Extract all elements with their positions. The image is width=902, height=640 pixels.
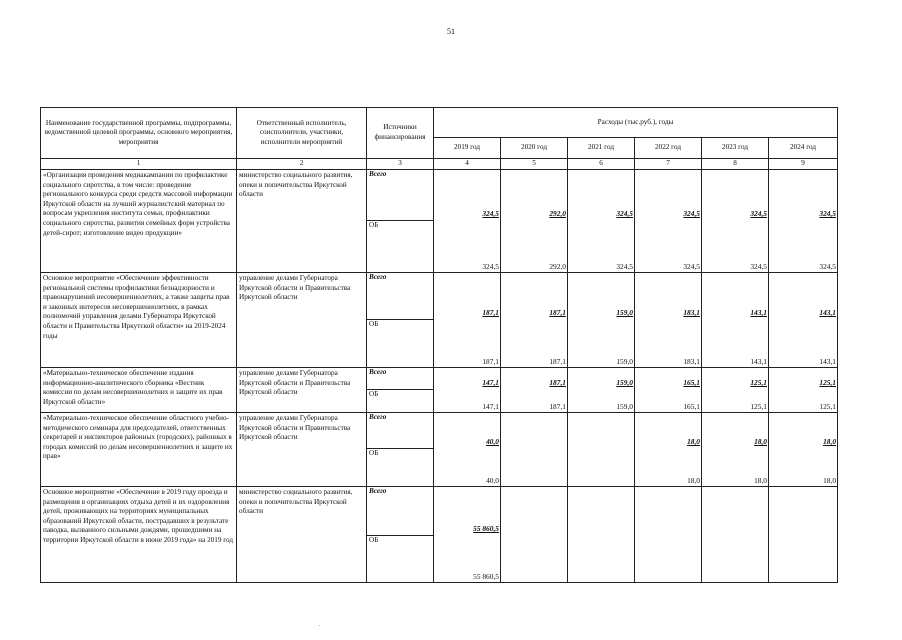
responsible-executor: министерство социального развития, опеки и попечительства Иркутской области — [237, 170, 367, 273]
header-year: 2021 год — [568, 138, 635, 159]
table-body — [41, 170, 838, 583]
funding-source-cell — [367, 170, 434, 273]
table-row — [41, 413, 838, 487]
total-value: 159,0 — [616, 378, 633, 387]
year-value-cell — [635, 413, 702, 487]
year-value-cell — [501, 170, 568, 273]
year-value-cell — [702, 273, 769, 368]
year-value-cell — [769, 273, 838, 368]
total-value: 324,5 — [482, 209, 499, 218]
page-number: 51 — [447, 27, 455, 36]
year-value-cell — [501, 273, 568, 368]
year-value-cell — [769, 170, 838, 273]
ob-value: 125,1 — [819, 402, 837, 412]
ob-value: 143,1 — [750, 357, 767, 367]
year-value-cell — [635, 368, 702, 413]
ob-value: 159,0 — [616, 357, 633, 367]
year-value-cell — [568, 487, 635, 583]
ob-value: 187,1 — [549, 357, 566, 367]
column-number: 3 — [367, 159, 434, 170]
total-value: 324,5 — [819, 209, 837, 218]
year-value-cell — [434, 487, 501, 583]
activity-name: «Материально-техническое обеспечение издания информационно-аналитического сборника «Вестник комиссии по делам несовершеннолетних и защите их прав Иркутской области» — [41, 368, 237, 413]
ob-value: 187,1 — [549, 402, 566, 412]
source-total-label: Всего — [369, 368, 387, 376]
column-number: 9 — [769, 159, 838, 170]
source-total-label: Всего — [369, 413, 387, 421]
ob-value: 187,1 — [482, 357, 499, 367]
total-value: 324,5 — [750, 209, 767, 218]
column-number: 6 — [568, 159, 635, 170]
ob-value: 18,0 — [687, 476, 700, 486]
ob-value: 324,5 — [750, 262, 767, 272]
total-value: 187,1 — [482, 308, 499, 317]
ob-value: 55 860,5 — [473, 572, 499, 582]
ob-value: 159,0 — [616, 402, 633, 412]
year-value-cell — [702, 170, 769, 273]
header-year: 2019 год — [434, 138, 501, 159]
source-ob-label: ОБ — [369, 221, 379, 229]
activity-name: «Материально-техническое обеспечение областного учебно-методического семинара для председателей, ответственных секретарей и инспекторов районных (городских), районных в городах комиссий по делам несовершеннолетних и защите их прав» — [41, 413, 237, 487]
header-year: 2022 год — [635, 138, 702, 159]
source-total-label: Всего — [369, 273, 387, 281]
total-value: 125,1 — [750, 378, 767, 387]
year-value-cell — [702, 413, 769, 487]
header-funding-source: Источники финансирования — [367, 108, 434, 159]
year-value-cell — [568, 413, 635, 487]
table-row — [41, 170, 838, 273]
funding-source-cell — [367, 413, 434, 487]
header-program-name: Наименование государственной программы, подпрограммы, ведомственной целевой программы, основного мероприятия, мероприятия — [41, 108, 237, 159]
year-value-cell — [769, 413, 838, 487]
table-row — [41, 487, 838, 583]
year-value-cell — [501, 368, 568, 413]
source-total-label: Всего — [369, 487, 387, 495]
year-value-cell — [769, 368, 838, 413]
total-value: 40,0 — [486, 437, 499, 446]
ob-value: 292,0 — [549, 262, 566, 272]
responsible-executor: управление делами Губернатора Иркутской области и Правительства Иркутской области — [237, 368, 367, 413]
year-value-cell — [568, 273, 635, 368]
total-value: 18,0 — [823, 437, 837, 446]
ob-value: 40,0 — [486, 476, 499, 486]
header-year: 2024 год — [769, 138, 838, 159]
funding-source-cell — [367, 487, 434, 583]
budget-table — [40, 107, 838, 583]
column-number: 8 — [702, 159, 769, 170]
header-year: 2023 год — [702, 138, 769, 159]
total-value: 143,1 — [750, 308, 767, 317]
ob-value: 143,1 — [819, 357, 837, 367]
table-row — [41, 368, 838, 413]
scan-artifact-mark: · — [318, 622, 321, 630]
total-value: 183,1 — [683, 308, 700, 317]
year-value-cell — [434, 368, 501, 413]
activity-name: Основное мероприятие «Обеспечение в 2019 году проезда и размещения в организациях отдыха детей и их оздоровления детей, проживающих на территориях муниципальных образований Иркутской области, пострадавших в результате паводка, вызванного сильными дождями, прошедшими на территории Иркутской области в июне 2019 года» на 2019 год — [41, 487, 237, 583]
funding-source-cell — [367, 368, 434, 413]
column-number: 5 — [501, 159, 568, 170]
responsible-executor: управление делами Губернатора Иркутской области и Правительства Иркутской области — [237, 413, 367, 487]
ob-value: 324,5 — [482, 262, 499, 272]
year-value-cell — [501, 487, 568, 583]
year-value-cell — [568, 368, 635, 413]
header-executor: Ответственный исполнитель, соисполнители, участники, исполнители мероприятий — [237, 108, 367, 159]
ob-value: 125,1 — [750, 402, 767, 412]
column-number: 4 — [434, 159, 501, 170]
year-value-cell — [769, 487, 838, 583]
table-row — [41, 273, 838, 368]
total-value: 159,0 — [616, 308, 633, 317]
ob-value: 324,5 — [683, 262, 700, 272]
total-value: 18,0 — [754, 437, 767, 446]
ob-value: 183,1 — [683, 357, 700, 367]
column-number: 2 — [237, 159, 367, 170]
total-value: 147,1 — [482, 378, 499, 387]
ob-value: 324,5 — [819, 262, 837, 272]
source-ob-label: ОБ — [369, 320, 379, 328]
activity-name: «Организация проведения медиакампании по профилактике социального сиротства, в том числе: проведение регионального конкурса среди средств массовой информации Иркутской области на лучший журналистский материал по вопросам укрепления института семьи, профилактики социального сиротства, развития семейных форм устройства детей-сирот; изготовление видео продукции» — [41, 170, 237, 273]
source-ob-label: ОБ — [369, 536, 379, 544]
total-value: 187,1 — [549, 378, 566, 387]
total-value: 165,1 — [683, 378, 700, 387]
header-year: 2020 год — [501, 138, 568, 159]
responsible-executor: управление делами Губернатора Иркутской области и Правительства Иркутской области — [237, 273, 367, 368]
total-value: 125,1 — [819, 378, 837, 387]
ob-value: 165,1 — [683, 402, 700, 412]
column-number: 1 — [41, 159, 237, 170]
responsible-executor: министерство социального развития, опеки и попечительства Иркутской области — [237, 487, 367, 583]
activity-name: Основное мероприятие «Обеспечение эффективности региональной системы профилактики безнадзорности и правонарушений несовершеннолетних, а также защиты прав и законных интересов несовершеннолетних, в рамках полномочий управления делами Губернатора Иркутской области и Правительства Иркутской области» на 2019-2024 годы — [41, 273, 237, 368]
year-value-cell — [568, 170, 635, 273]
year-value-cell — [702, 368, 769, 413]
year-value-cell — [635, 273, 702, 368]
year-value-cell — [635, 170, 702, 273]
year-value-cell — [434, 413, 501, 487]
total-value: 324,5 — [616, 209, 633, 218]
total-value: 55 860,5 — [473, 524, 499, 533]
total-value: 143,1 — [819, 308, 837, 317]
ob-value: 324,5 — [616, 262, 633, 272]
funding-source-cell — [367, 273, 434, 368]
year-value-cell — [702, 487, 769, 583]
year-value-cell — [635, 487, 702, 583]
source-ob-label: ОБ — [369, 390, 379, 398]
header-expenses: Расходы (тыс.руб.), годы — [434, 108, 838, 138]
ob-value: 147,1 — [482, 402, 499, 412]
year-value-cell — [434, 273, 501, 368]
total-value: 187,1 — [549, 308, 566, 317]
total-value: 18,0 — [687, 437, 700, 446]
source-total-label: Всего — [369, 170, 387, 178]
total-value: 292,0 — [549, 209, 566, 218]
ob-value: 18,0 — [754, 476, 767, 486]
year-value-cell — [434, 170, 501, 273]
column-number: 7 — [635, 159, 702, 170]
total-value: 324,5 — [683, 209, 700, 218]
source-ob-label: ОБ — [369, 449, 379, 457]
year-value-cell — [501, 413, 568, 487]
ob-value: 18,0 — [823, 476, 837, 486]
